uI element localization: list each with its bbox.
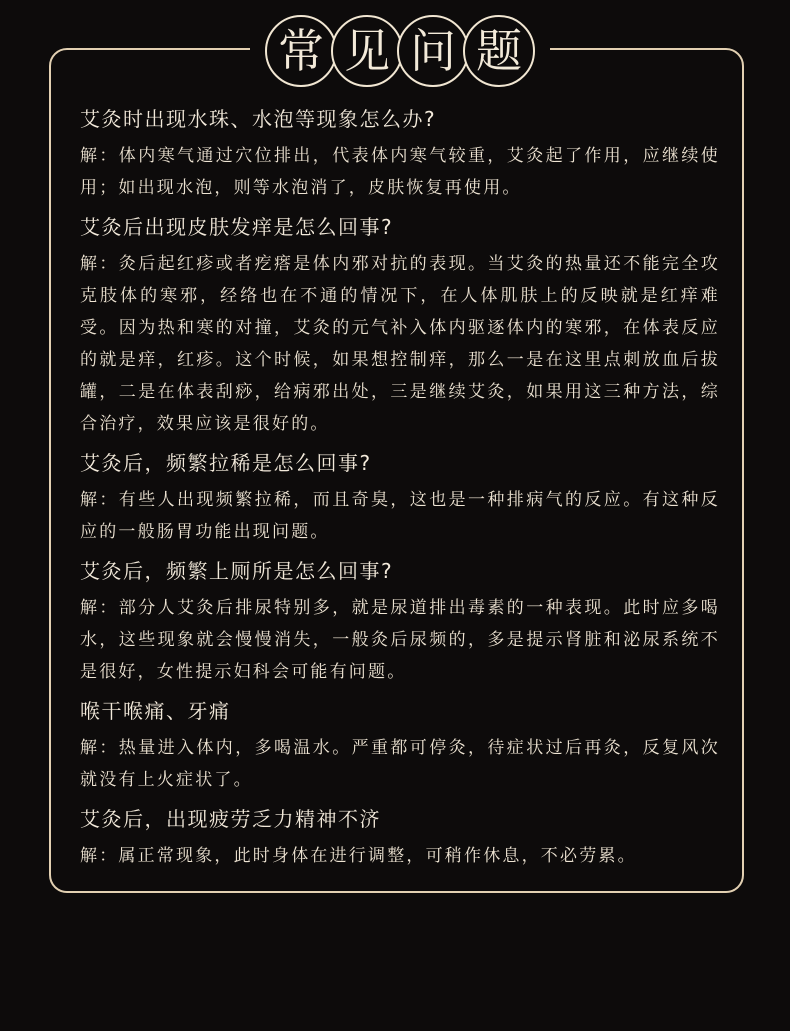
faq-answer: 解：体内寒气通过穴位排出，代表体内寒气较重，艾灸起了作用，应继续使用；如出现水泡，则等水泡消了，皮肤恢复再使用。	[80, 146, 720, 198]
faq-answer: 解：热量进入体内，多喝温水。严重都可停灸，待症状过后再灸，反复风次就没有上火症状了。	[80, 738, 720, 790]
faq-item	[80, 210, 720, 440]
faq-question: 艾灸后，出现疲劳乏力精神不济	[80, 807, 381, 831]
faq-item	[80, 102, 720, 204]
faq-answer: 解：有些人出现频繁拉稀，而且奇臭，这也是一种排病气的反应。有这种反应的一般肠胃功能出现问题。	[80, 490, 720, 542]
faq-question: 喉干喉痛、牙痛	[80, 699, 231, 723]
title-char-4: 题	[463, 15, 535, 87]
faq-question: 艾灸时出现水珠、水泡等现象怎么办?	[80, 107, 437, 131]
faq-answer: 解：灸后起红疹或者疙瘩是体内邪对抗的表现。当艾灸的热量还不能完全攻克肢体的寒邪，经络也在不通的情况下，在人体肌肤上的反映就是红痒难受。因为热和寒的对撞，艾灸的元气补入体内驱逐体内的寒邪，在体表反应的就是痒，红疹。这个时候，如果想控制痒，那么一是在这里点刺放血后拔罐，二是在体表刮痧，给病邪出处，三是继续艾灸，如果用这三种方法，综合治疗，效果应该是很好的。	[80, 254, 720, 434]
title-char-3: 问	[397, 15, 469, 87]
faq-item	[80, 446, 720, 548]
faq-list	[80, 102, 720, 878]
faq-question: 艾灸后，频繁上厕所是怎么回事?	[80, 559, 394, 583]
faq-item	[80, 802, 720, 872]
page-title	[250, 12, 550, 90]
title-char-2: 见	[331, 15, 403, 87]
faq-question: 艾灸后，频繁拉稀是怎么回事?	[80, 451, 372, 475]
faq-answer: 解：属正常现象，此时身体在进行调整，可稍作休息，不必劳累。	[80, 846, 637, 866]
faq-item	[80, 694, 720, 796]
faq-answer: 解：部分人艾灸后排尿特别多，就是尿道排出毒素的一种表现。此时应多喝水，这些现象就会慢慢消失，一般灸后尿频的，多是提示肾脏和泌尿系统不是很好，女性提示妇科会可能有问题。	[80, 598, 720, 682]
faq-question: 艾灸后出现皮肤发痒是怎么回事?	[80, 215, 394, 239]
title-char-1: 常	[265, 15, 337, 87]
faq-item	[80, 554, 720, 688]
